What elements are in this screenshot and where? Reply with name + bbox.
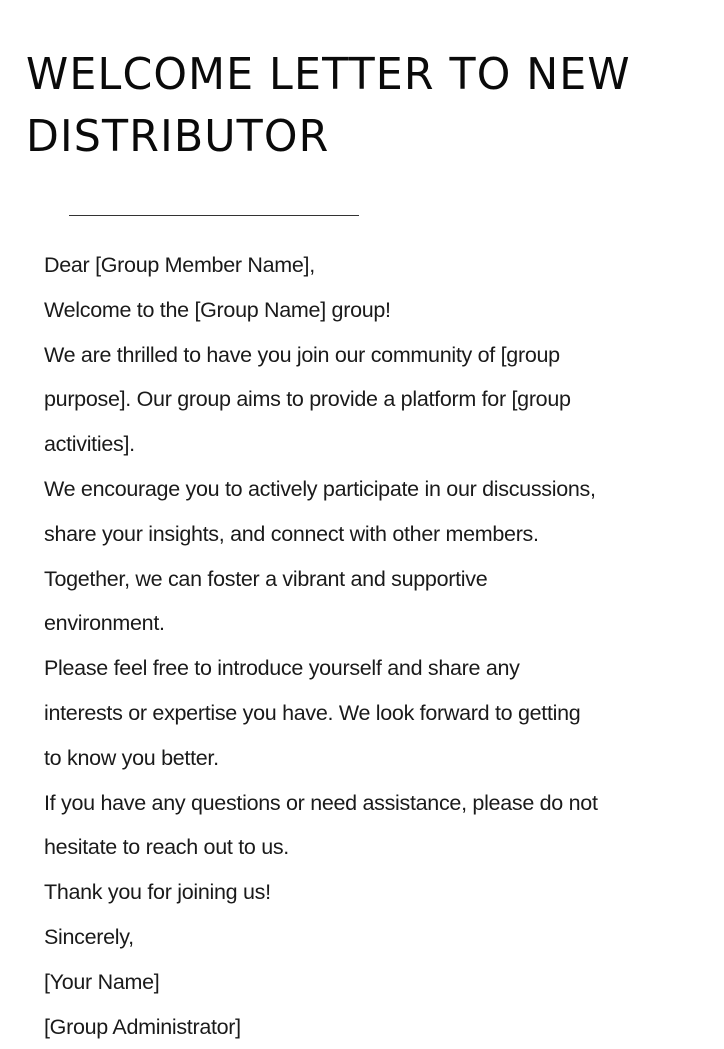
page-title [26, 44, 695, 168]
thank-you-line: Thank you for joining us! [44, 880, 271, 905]
title-line-2: DISTRIBUTOR [26, 111, 330, 162]
title-line-1: WELCOME LETTER TO NEW [26, 49, 631, 100]
signature-name: [Your Name] [44, 969, 160, 994]
paragraph-2-line-2: share your insights, and connect with other members. [44, 521, 539, 546]
paragraph-3-line-2: interests or expertise you have. We look forward to getting [44, 700, 581, 725]
signature-title: [Group Administrator] [44, 1014, 241, 1039]
letter-body [44, 243, 704, 1049]
paragraph-3-line-1: Please feel free to introduce yourself and share any [44, 656, 520, 681]
paragraph-1-line-1: We are thrilled to have you join our community of [group [44, 342, 560, 367]
paragraph-4-line-2: hesitate to reach out to us. [44, 835, 289, 860]
paragraph-2-line-3: Together, we can foster a vibrant and supportive [44, 566, 488, 591]
closing: Sincerely, [44, 924, 134, 949]
paragraph-1-line-2: purpose]. Our group aims to provide a platform for [group [44, 387, 571, 412]
paragraph-4-line-1: If you have any questions or need assistance, please do not [44, 790, 598, 815]
paragraph-1-line-3: activities]. [44, 432, 135, 457]
salutation: Dear [Group Member Name], [44, 253, 315, 277]
welcome-line: Welcome to the [Group Name] group! [44, 297, 391, 322]
paragraph-2-line-1: We encourage you to actively participate in our discussions, [44, 476, 596, 501]
paragraph-3-line-3: to know you better. [44, 745, 219, 770]
title-divider [69, 215, 359, 216]
paragraph-2-line-4: environment. [44, 611, 165, 636]
